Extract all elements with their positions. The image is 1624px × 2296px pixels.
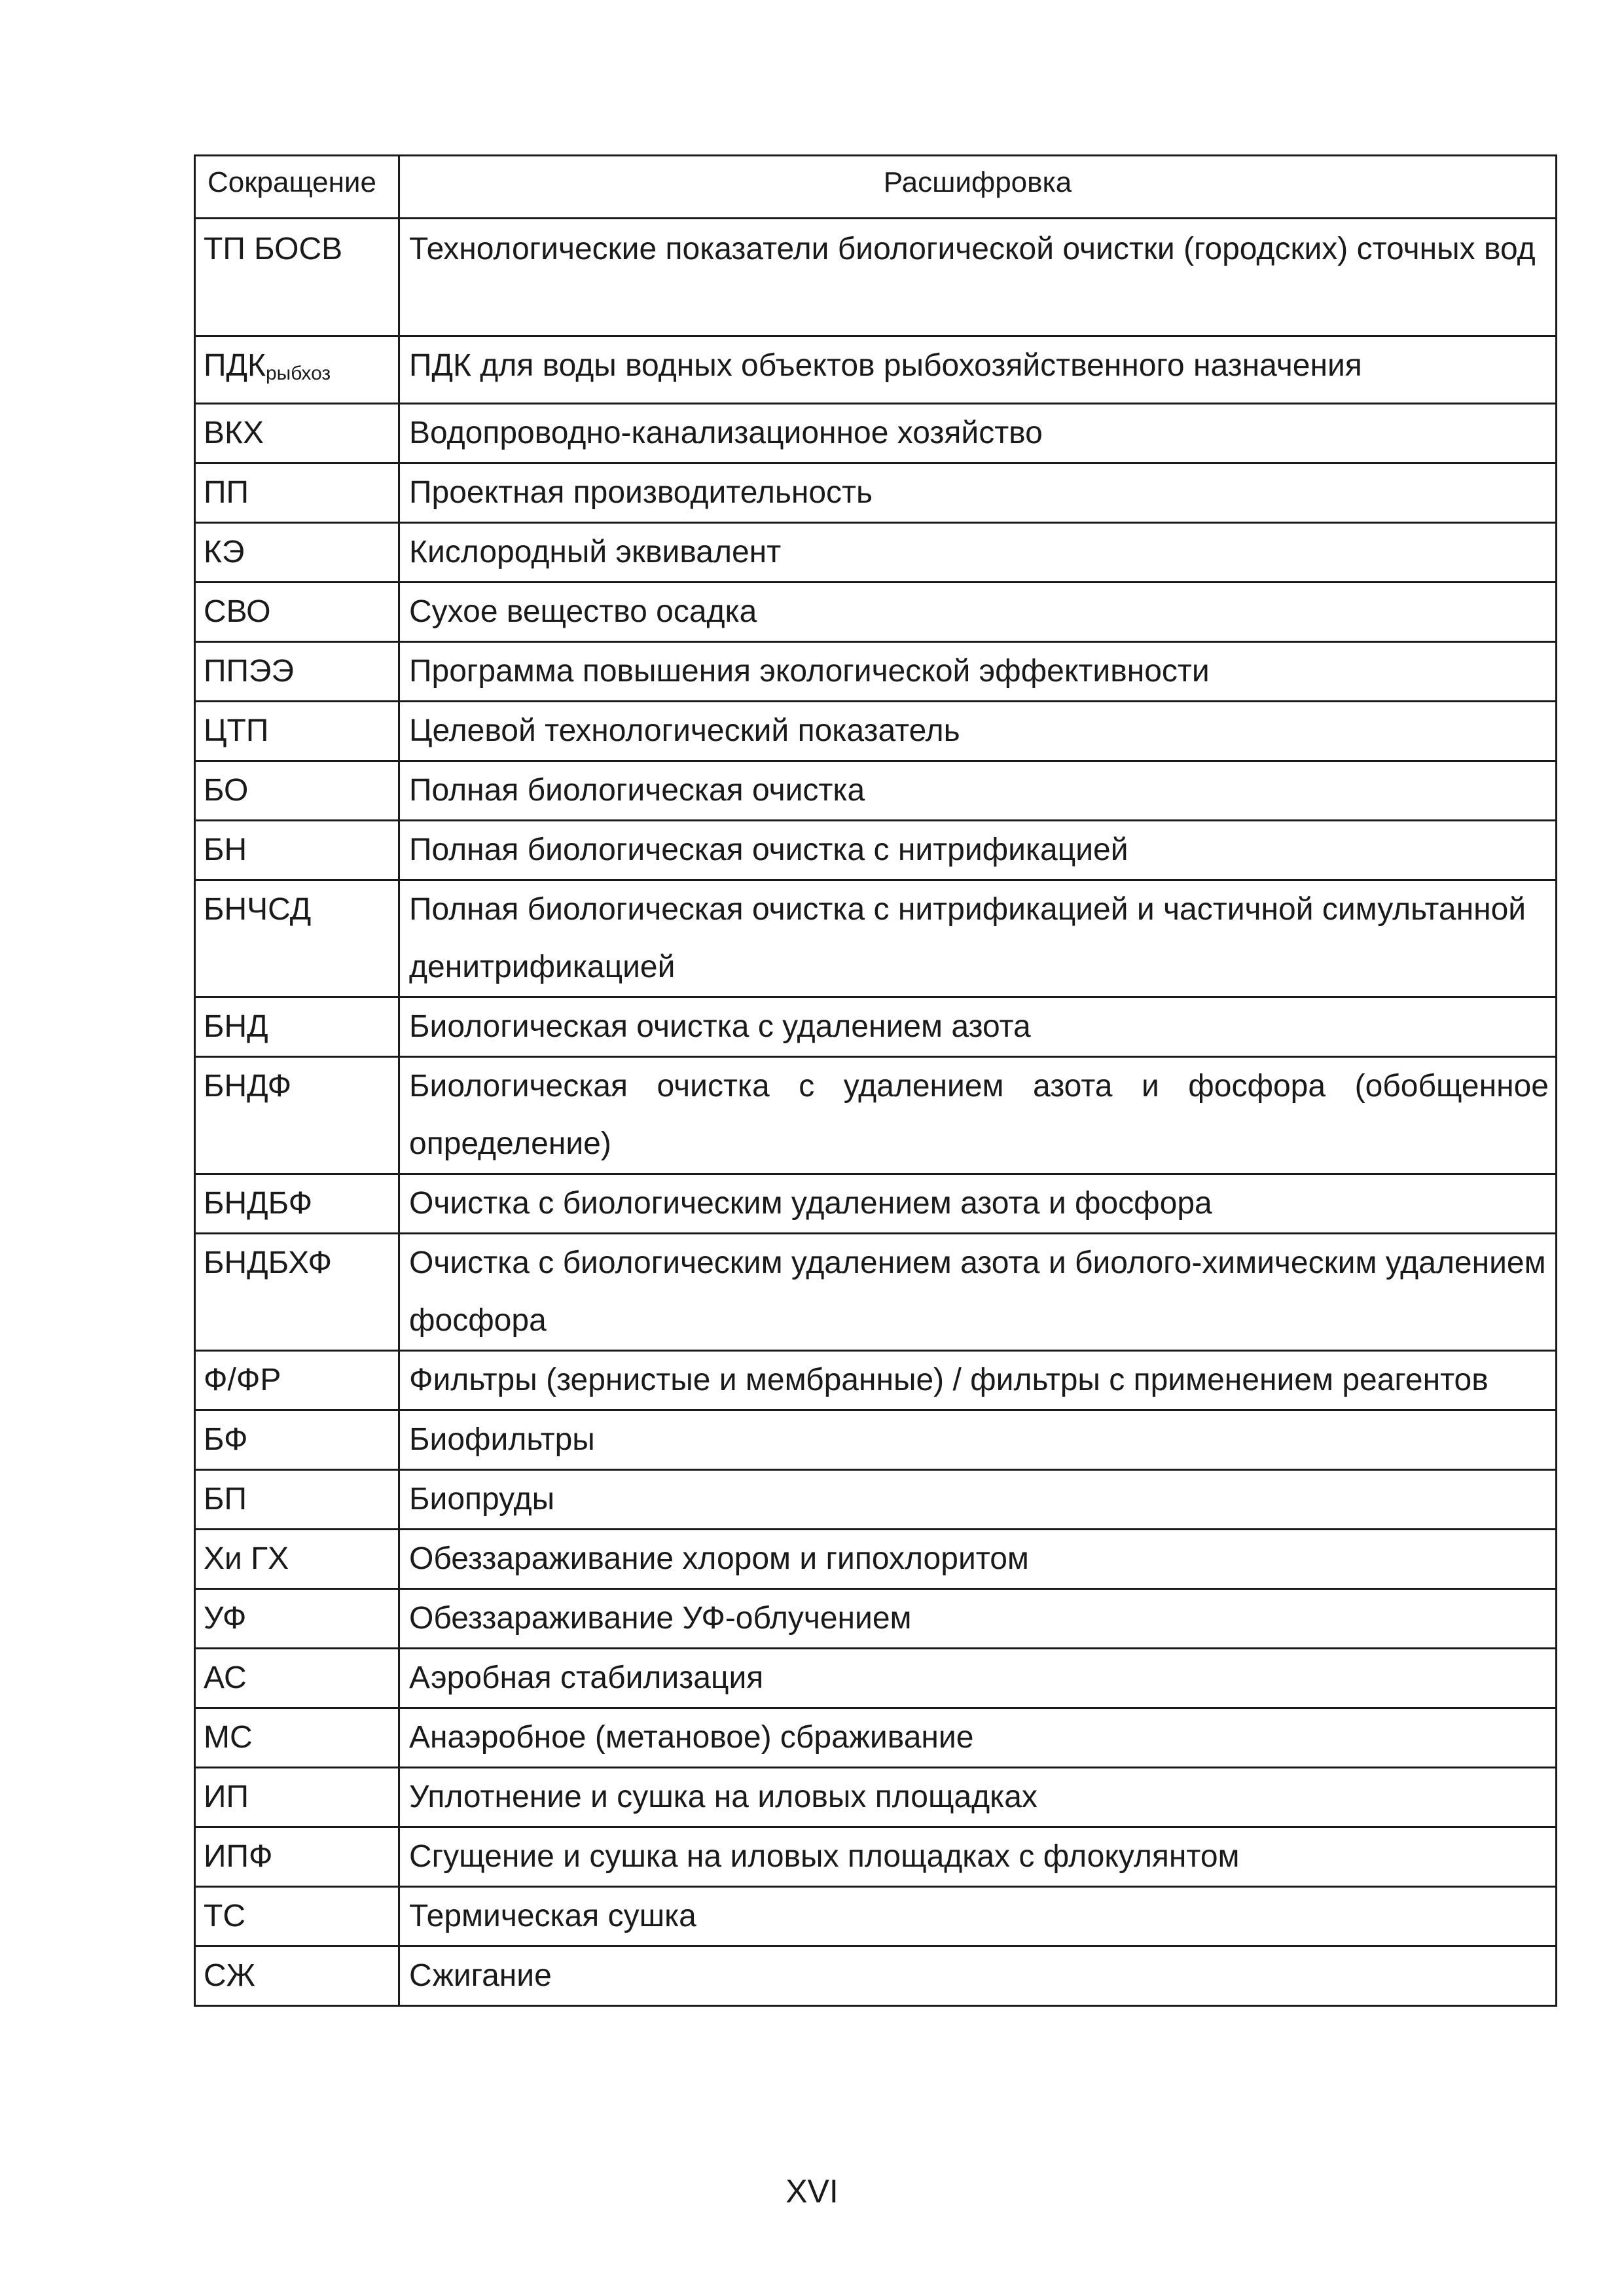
abbreviation-cell: БНДБФ [195, 1174, 399, 1234]
decoding-cell: Биологическая очистка с удалением азота [399, 997, 1557, 1057]
table-row [195, 404, 1557, 463]
abbreviation-cell: ИПФ [195, 1827, 399, 1887]
table-row [195, 821, 1557, 880]
table-row [195, 1410, 1557, 1470]
table-row [195, 642, 1557, 702]
table-row [195, 1827, 1557, 1887]
abbreviation-cell: БНД [195, 997, 399, 1057]
decoding-cell: Анаэробное (метановое) сбраживание [399, 1708, 1557, 1768]
table-row [195, 1057, 1557, 1174]
table-row [195, 1351, 1557, 1410]
decoding-cell: Программа повышения экологической эффективности [399, 642, 1557, 702]
abbreviation-cell: УФ [195, 1589, 399, 1649]
abbreviation-cell: АС [195, 1649, 399, 1708]
abbreviation-cell: Хи ГХ [195, 1530, 399, 1589]
decoding-cell: Технологические показатели биологической очистки (городских) сточных вод [399, 219, 1557, 336]
decoding-cell: Обеззараживание УФ-облучением [399, 1589, 1557, 1649]
page-number: XVI [785, 2173, 839, 2210]
abbreviation-main: ПДК [204, 348, 266, 383]
table-row [195, 1174, 1557, 1234]
table-row [195, 1649, 1557, 1708]
abbreviation-cell: СВО [195, 583, 399, 642]
table-row [195, 702, 1557, 761]
decoding-cell: Полная биологическая очистка с нитрификацией и частичной симультанной денитрификацией [399, 880, 1557, 997]
table-row [195, 880, 1557, 997]
table-row [195, 523, 1557, 583]
abbreviation-cell: БП [195, 1470, 399, 1530]
decoding-cell: Полная биологическая очистка [399, 761, 1557, 821]
abbreviation-cell: БО [195, 761, 399, 821]
decoding-cell: ПДК для воды водных объектов рыбохозяйственного назначения [399, 336, 1557, 404]
decoding-cell: Очистка с биологическим удалением азота и фосфора [399, 1174, 1557, 1234]
table-row [195, 1234, 1557, 1351]
table-row [195, 1530, 1557, 1589]
abbreviation-cell: КЭ [195, 523, 399, 583]
abbreviation-cell: БНДФ [195, 1057, 399, 1174]
decoding-cell: Биофильтры [399, 1410, 1557, 1470]
table-row [195, 1589, 1557, 1649]
table-row [195, 1708, 1557, 1768]
abbreviation-cell: МС [195, 1708, 399, 1768]
abbreviation-cell: Ф/ФР [195, 1351, 399, 1410]
decoding-cell: Биопруды [399, 1470, 1557, 1530]
table-header-row [195, 156, 1557, 219]
decoding-cell: Целевой технологический показатель [399, 702, 1557, 761]
header-decoding: Расшифровка [399, 156, 1557, 219]
abbreviation-cell [195, 336, 399, 404]
table-row [195, 1946, 1557, 2006]
decoding-cell: Очистка с биологическим удалением азота и биолого-химическим удалением фосфора [399, 1234, 1557, 1351]
abbreviation-cell: БН [195, 821, 399, 880]
header-abbreviation: Сокращение [195, 156, 399, 219]
abbreviation-cell: БФ [195, 1410, 399, 1470]
abbreviation-cell: ППЭЭ [195, 642, 399, 702]
decoding-cell: Полная биологическая очистка с нитрификацией [399, 821, 1557, 880]
table-row [195, 1768, 1557, 1827]
decoding-cell: Аэробная стабилизация [399, 1649, 1557, 1708]
abbreviation-cell: ВКХ [195, 404, 399, 463]
decoding-cell: Уплотнение и сушка на иловых площадках [399, 1768, 1557, 1827]
table-row [195, 219, 1557, 336]
abbreviation-subscript: рыбхоз [265, 363, 331, 384]
decoding-cell: Сгущение и сушка на иловых площадках с флокулянтом [399, 1827, 1557, 1887]
abbreviation-cell: ЦТП [195, 702, 399, 761]
abbreviation-cell: СЖ [195, 1946, 399, 2006]
decoding-cell: Сухое вещество осадка [399, 583, 1557, 642]
decoding-cell: Биологическая очистка с удалением азота и фосфора (обобщенное определение) [399, 1057, 1557, 1174]
abbreviation-cell: ПП [195, 463, 399, 523]
decoding-cell: Термическая сушка [399, 1887, 1557, 1946]
abbreviation-cell: БНЧСД [195, 880, 399, 997]
decoding-cell: Проектная производительность [399, 463, 1557, 523]
decoding-cell: Кислородный эквивалент [399, 523, 1557, 583]
decoding-cell: Обеззараживание хлором и гипохлоритом [399, 1530, 1557, 1589]
abbreviation-cell: БНДБХФ [195, 1234, 399, 1351]
abbreviations-table [194, 154, 1557, 2007]
table-row [195, 997, 1557, 1057]
abbreviation-cell: ТС [195, 1887, 399, 1946]
table-row [195, 1470, 1557, 1530]
decoding-cell: Сжигание [399, 1946, 1557, 2006]
decoding-cell: Фильтры (зернистые и мембранные) / фильтры с применением реагентов [399, 1351, 1557, 1410]
table-row [195, 336, 1557, 404]
decoding-cell: Водопроводно-канализационное хозяйство [399, 404, 1557, 463]
abbreviation-cell: ИП [195, 1768, 399, 1827]
table-row [195, 583, 1557, 642]
table-row [195, 1887, 1557, 1946]
abbreviation-cell: ТП БОСВ [195, 219, 399, 336]
table-row [195, 761, 1557, 821]
table-row [195, 463, 1557, 523]
